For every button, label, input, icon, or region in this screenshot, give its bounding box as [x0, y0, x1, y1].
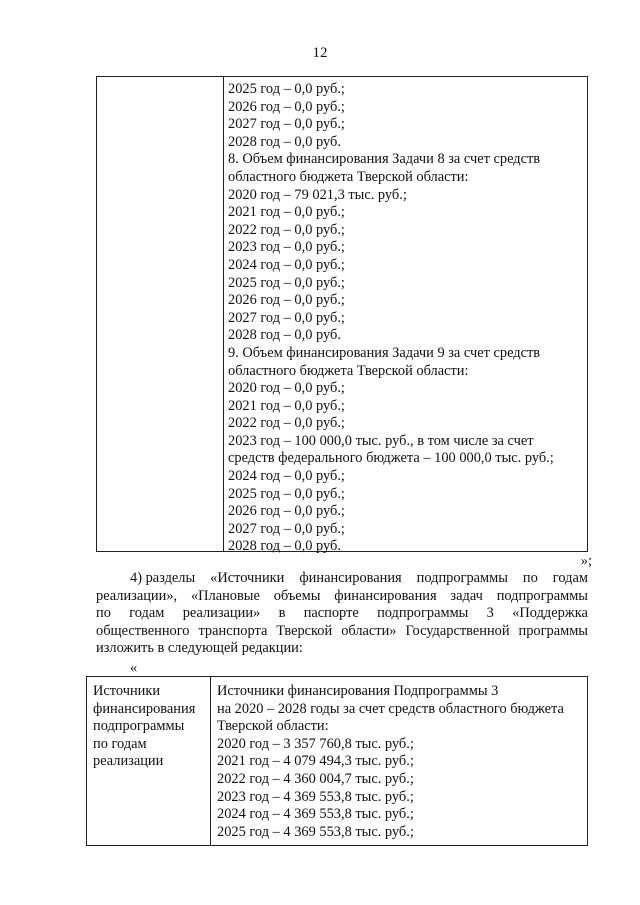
table-right-column — [224, 77, 587, 555]
table-line: 2021 год – 4 079 494,3 тыс. руб.; — [217, 753, 414, 770]
paragraph-word: задач — [450, 587, 483, 604]
table-line: 2025 год – 0,0 руб.; — [228, 485, 345, 502]
paragraph-word: паспорте — [303, 605, 359, 622]
table-line: 2025 год – 4 369 553,8 тыс. руб.; — [217, 823, 414, 840]
row-header-line: подпрограммы — [93, 718, 185, 735]
paragraph-line — [96, 570, 588, 588]
paragraph-word: общественного — [96, 622, 190, 639]
table-left-column — [87, 677, 211, 845]
table-line: 2028 год – 0,0 руб. — [228, 327, 341, 344]
table-line: 2022 год – 4 360 004,7 тыс. руб.; — [217, 770, 414, 787]
paragraph-line — [96, 588, 588, 606]
table-line: 2026 год – 0,0 руб.; — [228, 292, 345, 309]
paragraph-word: годам — [129, 605, 165, 622]
paragraph-word: Государственной — [405, 622, 510, 639]
table-line: 2020 год – 79 021,3 тыс. руб.; — [228, 186, 407, 203]
table-line: 2023 год – 0,0 руб.; — [228, 239, 345, 256]
table-line: 8. Объем финансирования Задачи 8 за счет средств — [228, 151, 541, 168]
table-line: 2021 год – 0,0 руб.; — [228, 204, 345, 221]
paragraph-word: реализации», — [96, 587, 178, 604]
closing-quote: »; — [580, 553, 592, 569]
paragraph-word: «Источники — [210, 570, 285, 586]
paragraph-word: Тверской — [276, 622, 333, 639]
paragraph-line — [96, 623, 588, 641]
paragraph-word: изложить в следующей редакции: — [96, 640, 303, 657]
table-line: 2023 год – 4 369 553,8 тыс. руб.; — [217, 788, 414, 805]
paragraph-word: финансирования — [334, 587, 437, 604]
paragraph-word: программы — [518, 622, 588, 639]
paragraph-word: «Плановые — [190, 587, 260, 604]
table-line: 2027 год – 0,0 руб.; — [228, 520, 345, 537]
paragraph-word: годам — [552, 570, 588, 586]
table-line: 2027 год – 0,0 руб.; — [228, 309, 345, 326]
paragraph-word: 4) разделы — [130, 570, 196, 586]
table-line: 2020 год – 3 357 760,8 тыс. руб.; — [217, 735, 414, 752]
table-line: 2026 год – 0,0 руб.; — [228, 503, 345, 520]
paragraph-word: по — [522, 570, 538, 586]
row-header-line: финансирования — [93, 700, 196, 717]
table-line: на 2020 – 2028 годы за счет средств областного бюджета — [217, 700, 564, 717]
paragraph-line — [96, 640, 588, 658]
table-line: 2028 год – 0,0 руб. — [228, 538, 341, 555]
paragraph-word: «Поддержка — [512, 605, 588, 622]
paragraph-line — [96, 605, 588, 623]
table-line: средств федерального бюджета – 100 000,0 тыс. руб.; — [228, 450, 554, 467]
amendment-paragraph — [96, 570, 588, 658]
table-line: областного бюджета Тверской области: — [228, 168, 469, 185]
table-line: 2025 год – 0,0 руб.; — [228, 274, 345, 291]
paragraph-word: подпрограммы — [377, 605, 469, 622]
paragraph-word: реализации» — [182, 605, 261, 622]
paragraph-word: подпрограммы — [496, 587, 588, 604]
table-line: областного бюджета Тверской области: — [228, 362, 469, 379]
financing-table-continued — [96, 76, 588, 555]
paragraph-word: транспорта — [198, 622, 268, 639]
table-line: 2023 год – 100 000,0 тыс. руб., в том числе за счет — [228, 432, 534, 449]
table-line: 2020 год – 0,0 руб.; — [228, 380, 345, 397]
table-line: 2027 год – 0,0 руб.; — [228, 116, 345, 133]
opening-quote: « — [130, 660, 138, 676]
table-line: 2024 год – 4 369 553,8 тыс. руб.; — [217, 806, 414, 823]
row-header-line: реализации — [93, 753, 164, 770]
paragraph-word: объемы — [273, 587, 321, 604]
table-line: 2024 год – 0,0 руб.; — [228, 256, 345, 273]
table-right-column — [212, 677, 587, 845]
table-line: 2028 год – 0,0 руб. — [228, 133, 341, 150]
row-header-line: по годам — [93, 735, 147, 752]
table-line: 2024 год – 0,0 руб.; — [228, 468, 345, 485]
paragraph-word: 3 — [486, 605, 494, 622]
paragraph-word: финансирования — [299, 570, 402, 586]
table-line: 2021 год – 0,0 руб.; — [228, 397, 345, 414]
paragraph-word: области» — [341, 622, 397, 639]
table-left-column — [97, 77, 224, 551]
paragraph-word: подпрограммы — [416, 570, 508, 586]
paragraph-word: в — [278, 605, 286, 622]
table-line: 2026 год – 0,0 руб.; — [228, 98, 345, 115]
table-line: Тверской области: — [217, 718, 329, 735]
paragraph-word: по — [96, 605, 111, 622]
table-line: Источники финансирования Подпрограммы 3 — [217, 683, 499, 699]
table-line: 2022 год – 0,0 руб.; — [228, 415, 345, 432]
row-header-line: Источники — [93, 683, 161, 699]
financing-sources-table — [86, 676, 588, 846]
page-number: 12 — [312, 45, 328, 61]
table-line: 9. Объем финансирования Задачи 9 за счет средств — [228, 344, 541, 361]
table-line: 2022 год – 0,0 руб.; — [228, 221, 345, 238]
table-line: 2025 год – 0,0 руб.; — [228, 81, 345, 97]
